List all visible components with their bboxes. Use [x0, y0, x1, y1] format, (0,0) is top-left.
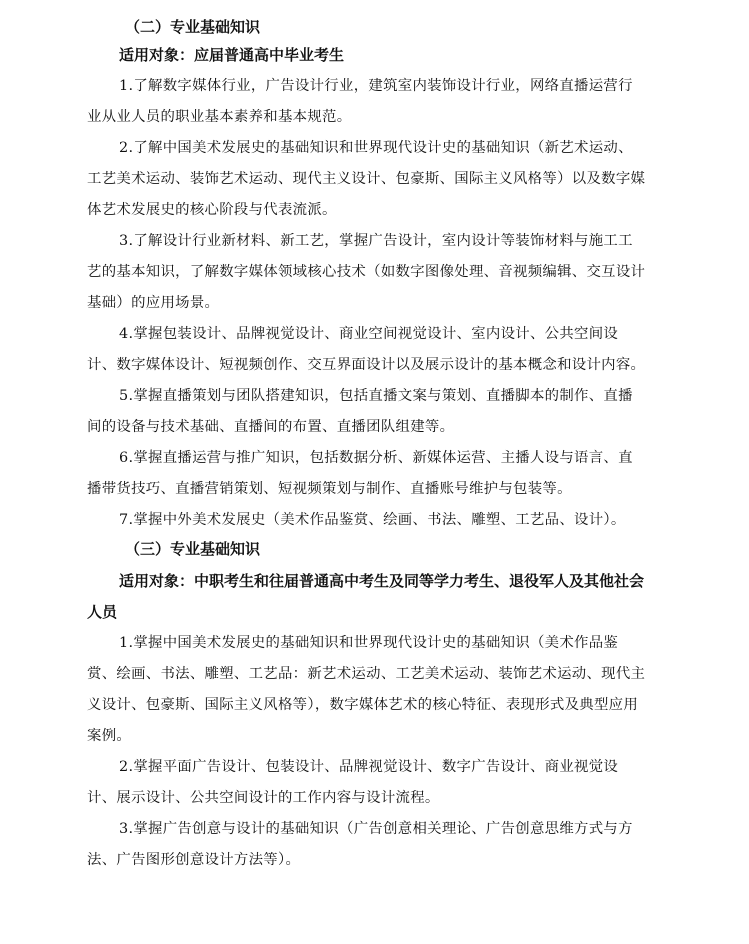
section2-item-3: 3.了解设计行业新材料、新工艺，掌握广告设计，室内设计等装饰材料与施工工艺的基本知识，了解数字媒体领域核心技术（如数字图像处理、音视频编辑、交互设计基础）的应用场景。	[87, 233, 646, 311]
section2-item-1: 1.了解数字媒体行业，广告设计行业，建筑室内装饰设计行业，网络直播运营行业从业人员的职业基本素养和基本规范。	[87, 78, 633, 125]
section3-heading: （三）专业基础知识	[125, 540, 261, 558]
section3-item-1: 1.掌握中国美术发展史的基础知识和世界现代设计史的基础知识（美术作品鉴赏、绘画、书法、雕塑、工艺品：新艺术运动、工艺美术运动、装饰艺术运动、现代主义设计、包豪斯、国际主义风格等），数字媒体艺术的核心特征、表现形式及典型应用案例。	[87, 635, 646, 744]
section3-target-audience: 适用对象：中职考生和往届普通高中考生及同等学力考生、退役军人及其他社会人员	[87, 572, 645, 621]
section2-item-2: 2.了解中国美术发展史的基础知识和世界现代设计史的基础知识（新艺术运动、工艺美术运动、装饰艺术运动、现代主义设计、包豪斯、国际主义风格等）以及数字媒体艺术发展史的核心阶段与代表流派。	[87, 140, 646, 218]
section2-item-5: 5.掌握直播策划与团队搭建知识，包括直播文案与策划、直播脚本的制作、直播间的设备与技术基础、直播间的布置、直播团队组建等。	[87, 388, 633, 435]
section2-item-4: 4.掌握包装设计、品牌视觉设计、商业空间视觉设计、室内设计、公共空间设计、数字媒体设计、短视频创作、交互界面设计以及展示设计的基本概念和设计内容。	[87, 326, 646, 373]
section3-item-2: 2.掌握平面广告设计、包装设计、品牌视觉设计、数字广告设计、商业视觉设计、展示设计、公共空间设计的工作内容与设计流程。	[87, 759, 619, 806]
section3-item-3: 3.掌握广告创意与设计的基础知识（广告创意相关理论、广告创意思维方式与方法、广告图形创意设计方法等）。	[87, 821, 633, 868]
section2-item-7: 7.掌握中外美术发展史（美术作品鉴赏、绘画、书法、雕塑、工艺品、设计）。	[119, 512, 626, 528]
section2-item-6: 6.掌握直播运营与推广知识，包括数据分析、新媒体运营、主播人设与语言、直播带货技巧、直播营销策划、短视频策划与制作、直播账号维护与包装等。	[87, 450, 633, 497]
section2-target-audience: 适用对象：应届普通高中毕业考生	[119, 46, 345, 64]
document-page	[87, 14, 647, 876]
section2-heading: （二）专业基础知识	[125, 18, 261, 36]
